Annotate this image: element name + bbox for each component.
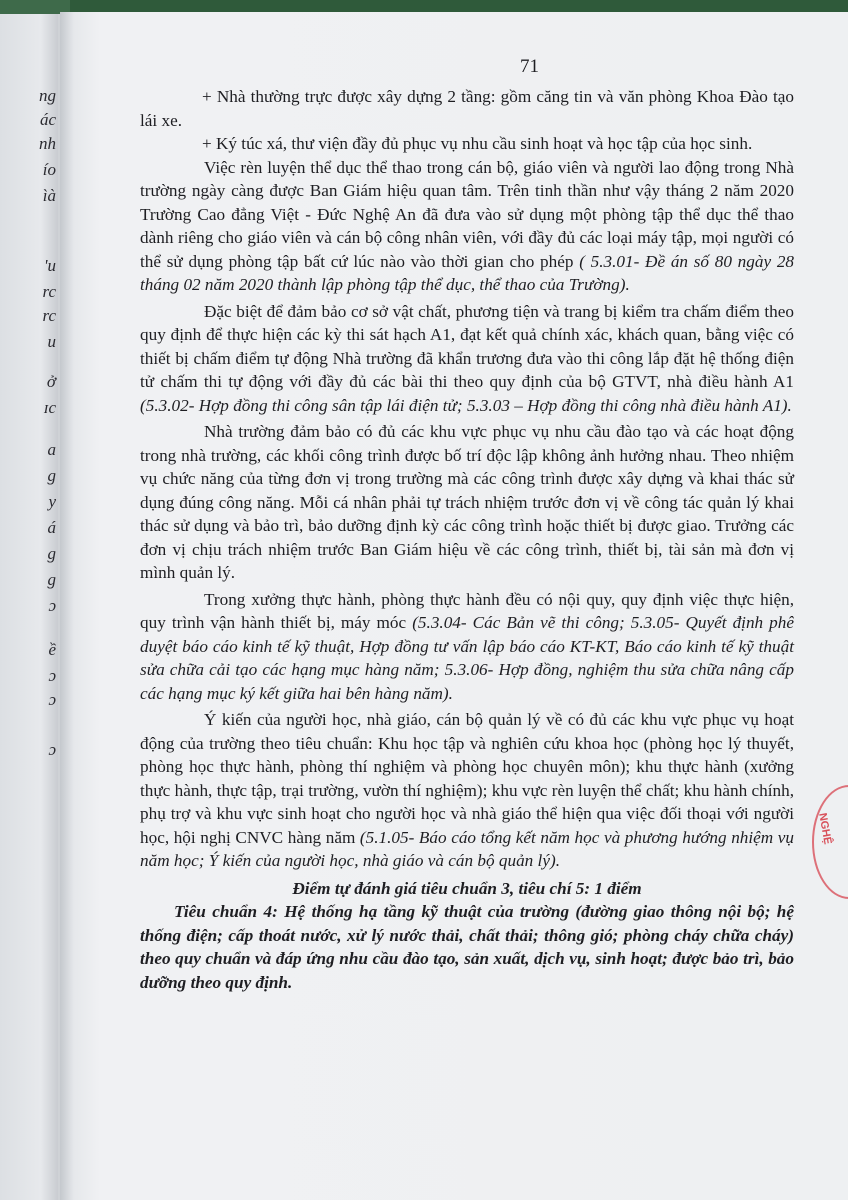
paragraph (140, 420, 794, 585)
previous-page-fragment: nh (39, 134, 56, 153)
paragraph-text: Việc rèn luyện thể dục thể thao trong cán bộ, giáo viên và người lao động trong Nhà trường ngày càng được Ban Giám hiệu quan tâm. Trên tinh thần như vậy tháng 2 năm 2020 Trường Cao đẳng Việt - Đức Nghệ An đã đưa vào sử dụng một phòng tập thể dục thể thao dành riêng cho giáo viên và cán bộ công nhân viên, với đầy đủ các loại máy tập, mọi người có thể sử dụng phòng tập bất cứ lúc nào vào thời gian cho phép (140, 157, 794, 271)
stamp-text: NGHỆ (816, 812, 834, 846)
previous-page-fragment: ở (46, 372, 56, 391)
previous-page-fragment: rc (42, 306, 56, 325)
paragraph-text: Đặc biệt để đảm bảo cơ sở vật chất, phương tiện và trang bị kiểm tra chấm điểm theo quy định để thực hiện các kỳ thi sát hạch A1, đạt kết quả chính xác, khách quan, bằng việc có thiết bị chấm điểm tự động Nhà trường đã khẩn trương đưa vào thi công lắp đặt hệ thống điện tử chấm thi tự động với đầy đủ các bài thi theo quy định của bộ GTVT, nhà điều hành A1 (140, 301, 794, 391)
previous-page-fragment: ío (42, 160, 56, 179)
previous-page-fragment: ɔ (48, 596, 56, 615)
paragraph-text: Ý kiến của người học, nhà giáo, cán bộ quản lý về có đủ các khu vực phục vụ hoạt động của trường theo tiêu chuẩn: Khu học tập và nghiên cứu khoa học (phòng học lý thuyết, phòng học thực hành, phòng thí nghiệm và phòng học chuyên môn); khu thực hành (xưởng thực hành, thực tập, trại trường, vườn thí nghiệm); khu vực rèn luyện thể chất; khu hành chính, phụ trợ và khu vực sinh hoạt cho người học và nhà giáo thể hiện qua việc đối thoại với người học, hội nghị CNVC hàng năm (140, 710, 794, 847)
previous-page-fragment: ɔ (48, 690, 56, 709)
self-assessment-heading: Điểm tự đánh giá tiêu chuẩn 3, tiêu chí 5: 1 điểm (292, 878, 642, 898)
previous-page-fragment: a (47, 440, 56, 459)
previous-page-fragment: rc (42, 282, 56, 301)
paragraph: + Nhà thường trực được xây dựng 2 tầng: gồm căng tin và văn phòng Khoa Đào tạo lái xe. (140, 87, 794, 130)
previous-page-fragment: ɔ (48, 666, 56, 685)
previous-page-fragment: g (47, 466, 56, 485)
previous-page-fragment: ìà (42, 186, 56, 205)
previous-page-fragment: g (47, 544, 56, 563)
previous-page-fragment: á (47, 518, 56, 537)
paragraph (140, 156, 794, 297)
previous-page-fragment: ɔ (48, 740, 56, 759)
previous-page-fragment: g (47, 570, 56, 589)
previous-page-fragment: y (48, 492, 56, 511)
evidence-reference: (5.3.04- Các Bản vẽ thi công; 5.3.05- Quyết định phê duyệt báo cáo kinh tế kỹ thuật, Hợp đồng tư vấn lập báo cáo KT-KT, Báo cáo kinh tế kỹ thuật sửa chữa cải tạo các hạng mục hàng năm; 5.3.06- Hợp đồng, nghiệm thu sửa chữa nâng cấp các hạng mục ký kết giữa hai bên hàng năm). (140, 613, 794, 703)
paragraph-text: Trong xưởng thực hành, phòng thực hành đều có nội quy, quy định việc thực hiện, quy trình vận hành thiết bị, máy móc (140, 589, 794, 632)
previous-page-fragment: ɪc (43, 398, 56, 417)
previous-page-fragment: u (47, 332, 56, 351)
previous-page-fragment: 'u (43, 256, 56, 275)
evidence-reference: ( 5.3.01- Đề án số 80 ngày 28 tháng 02 năm 2020 thành lập phòng tập thể dục, thể thao của Trường). (140, 251, 795, 294)
evidence-reference: (5.1.05- Báo cáo tổng kết năm học và phương hướng nhiệm vụ năm học; Ý kiến của người học, nhà giáo và cán bộ quản lý). (140, 827, 795, 870)
page-number: 71 (520, 56, 539, 77)
paragraph (140, 708, 794, 873)
standard-4-heading: Tiêu chuẩn 4: Hệ thống hạ tầng kỹ thuật của trường (đường giao thông nội bộ; hệ thống điện; cấp thoát nước, xử lý nước thải, chất thải; thông gió; phòng cháy chữa cháy) theo quy chuẩn và đáp ứng nhu cầu đào tạo, sản xuất, dịch vụ, sinh hoạt; được bảo trì, bảo dưỡng theo quy định. (140, 902, 794, 992)
paragraph (140, 300, 794, 418)
previous-page-fragment: ác (39, 110, 56, 129)
previous-page-fragment: ng (39, 86, 56, 105)
evidence-reference: (5.3.02- Hợp đồng thi công sân tập lái điện tử; 5.3.03 – Hợp đồng thi công nhà điều hành A1). (140, 395, 792, 415)
previous-page-fragment: ề (48, 640, 56, 659)
previous-page-edge (0, 14, 58, 1200)
page-body (140, 85, 794, 994)
paragraph (140, 588, 794, 706)
paragraph-text: Nhà trường đảm bảo có đủ các khu vực phục vụ nhu cầu đào tạo và các hoạt động trong nhà trường, các khối công trình được bố trí độc lập không ảnh hưởng nhau. Theo nhiệm vụ chức năng của từng đơn vị trong trường mà các công trình được xây dựng và khai thác sử dụng đúng công năng. Mỗi cá nhân phải tự trách nhiệm trước đơn vị về công tác quản lý khai thác sử dụng và bảo trì, bảo dưỡng định kỳ các công trình hoặc thiết bị được giao. Trưởng các đơn vị chịu trách nhiệm trước Ban Giám hiệu về các công trình, thiết bị, tài sản mà đơn vị mình quản lý. (140, 422, 794, 582)
paragraph: + Ký túc xá, thư viện đầy đủ phục vụ nhu cầu sinh hoạt và học tập của học sinh. (202, 134, 753, 153)
